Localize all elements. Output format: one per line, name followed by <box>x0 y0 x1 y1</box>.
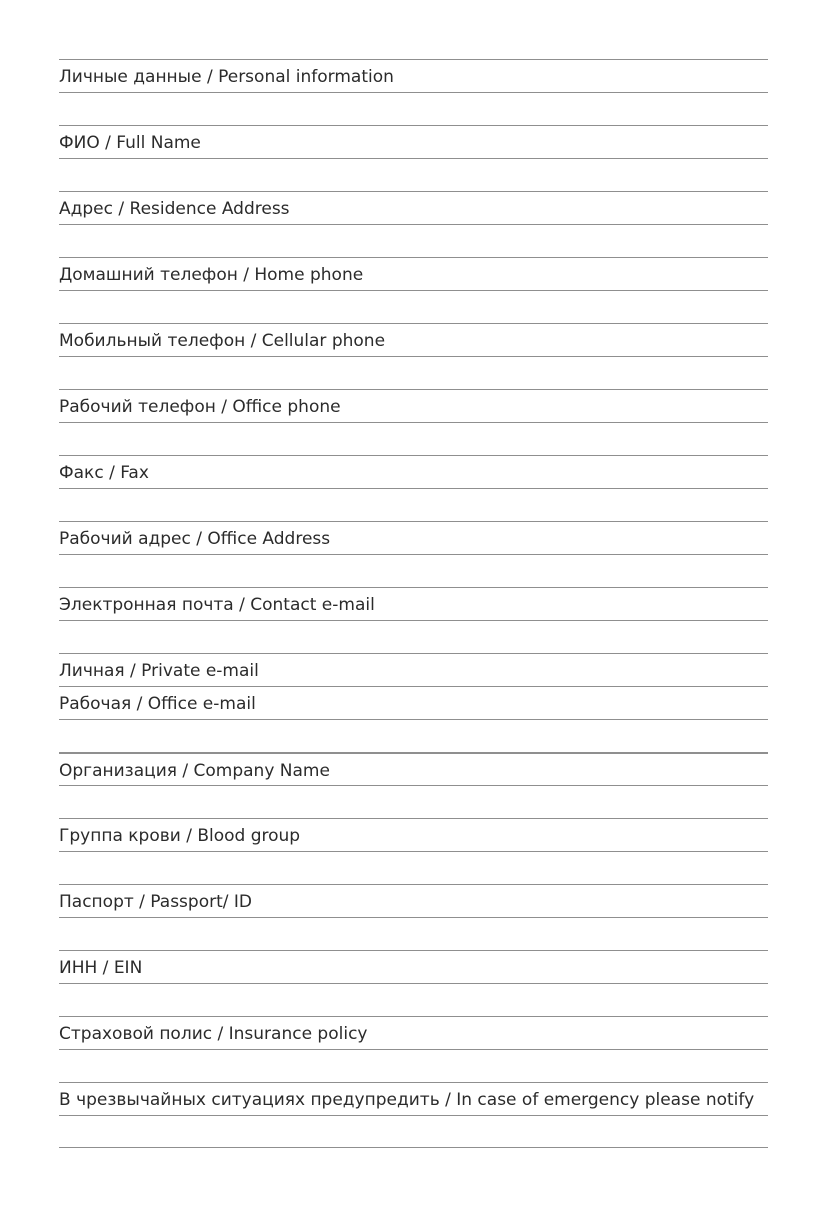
residence-address-label: Адрес / Residence Address <box>59 199 290 219</box>
private-email-label: Личная / Private e-mail <box>59 661 259 681</box>
passport-label: Паспорт / Passport/ ID <box>59 892 252 912</box>
blank-line[interactable] <box>59 92 768 125</box>
personal-info-form <box>59 59 768 1148</box>
ein-label: ИНН / EIN <box>59 958 143 978</box>
residence-address-field[interactable] <box>59 224 768 257</box>
blank-line[interactable] <box>59 719 768 752</box>
blood-group-label: Группа крови / Blood group <box>59 826 301 846</box>
contact-email-field[interactable] <box>59 620 768 653</box>
company-name-field[interactable] <box>59 785 768 818</box>
cellular-phone-label: Мобильный телефон / Cellular phone <box>59 331 386 351</box>
contact-email-label-row <box>59 587 768 620</box>
full-name-label: ФИО / Full Name <box>59 133 201 153</box>
fax-label: Факс / Fax <box>59 463 149 483</box>
office-email-row[interactable] <box>59 686 768 719</box>
home-phone-label-row <box>59 257 768 290</box>
office-address-label: Рабочий адрес / Office Address <box>59 529 331 549</box>
full-name-field[interactable] <box>59 158 768 191</box>
company-name-label: Организация / Company Name <box>59 761 330 781</box>
residence-address-label-row <box>59 191 768 224</box>
office-address-label-row <box>59 521 768 554</box>
emergency-notify-label-row <box>59 1082 768 1115</box>
insurance-policy-label: Страховой полис / Insurance policy <box>59 1024 368 1044</box>
section-header-personal-information <box>59 59 768 92</box>
blood-group-label-row <box>59 818 768 851</box>
fax-label-row <box>59 455 768 488</box>
insurance-policy-field[interactable] <box>59 1049 768 1082</box>
home-phone-field[interactable] <box>59 290 768 323</box>
home-phone-label: Домашний телефон / Home phone <box>59 265 364 285</box>
full-name-label-row <box>59 125 768 158</box>
cellular-phone-field[interactable] <box>59 356 768 389</box>
company-name-label-row <box>59 752 768 785</box>
blood-group-field[interactable] <box>59 851 768 884</box>
ein-label-row <box>59 950 768 983</box>
office-phone-field[interactable] <box>59 422 768 455</box>
office-address-field[interactable] <box>59 554 768 587</box>
personal-information-heading: Личные данные / Personal information <box>59 67 394 87</box>
ein-field[interactable] <box>59 983 768 1016</box>
private-email-row[interactable] <box>59 653 768 686</box>
office-phone-label-row <box>59 389 768 422</box>
contact-email-label: Электронная почта / Contact e-mail <box>59 595 375 615</box>
office-phone-label: Рабочий телефон / Office phone <box>59 397 341 417</box>
cellular-phone-label-row <box>59 323 768 356</box>
office-email-label: Рабочая / Office e-mail <box>59 694 256 714</box>
insurance-policy-label-row <box>59 1016 768 1049</box>
passport-field[interactable] <box>59 917 768 950</box>
passport-label-row <box>59 884 768 917</box>
fax-field[interactable] <box>59 488 768 521</box>
emergency-notify-field[interactable] <box>59 1115 768 1148</box>
emergency-notify-label: В чрезвычайных ситуациях предупредить / In case of emergency please notify <box>59 1090 755 1110</box>
